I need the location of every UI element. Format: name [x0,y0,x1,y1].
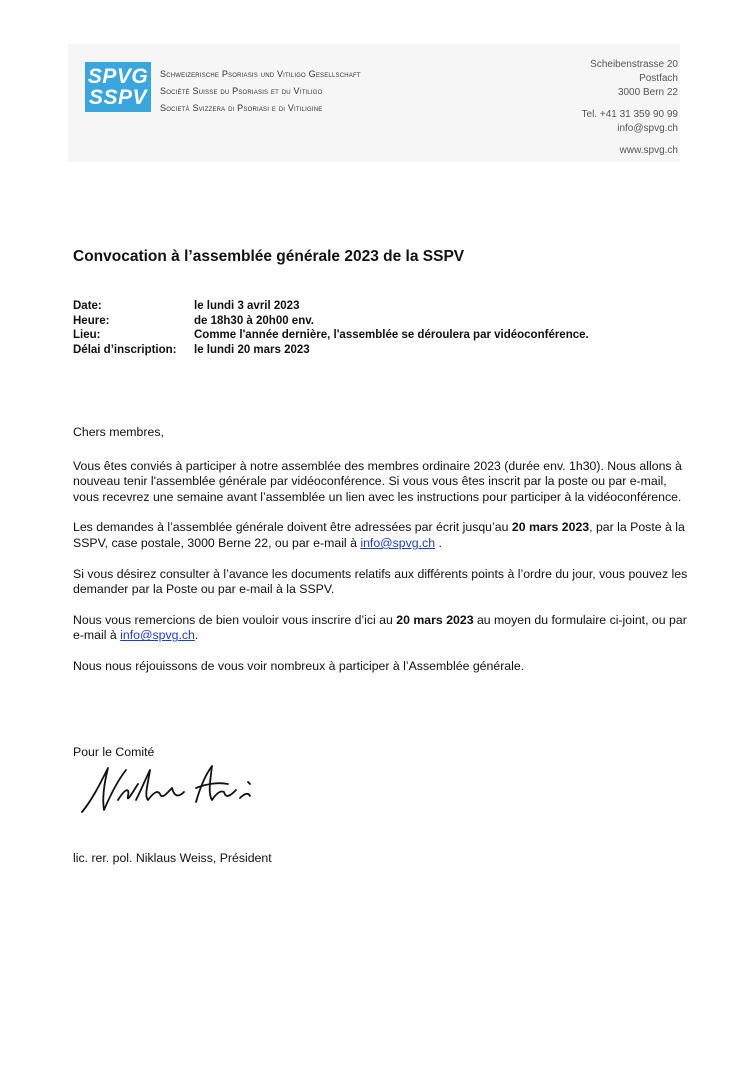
fact-row-time [73,314,589,329]
fact-row-place [73,328,589,343]
deadline-bold: 20 mars 2023 [396,612,474,627]
logo-line-1: SPVG [87,65,149,88]
fact-label: Lieu: [73,329,101,341]
address-phone: Tel. +41 31 359 90 99 [581,109,678,120]
letter-title: Convocation à l’assemblée générale 2023 de la SSPV [73,248,465,265]
text: au moyen du formulaire ci-joint, ou par e-mail à [73,612,687,643]
fact-value: Comme l'année dernière, l'assemblée se déroulera par vidéoconférence. [194,329,589,341]
meeting-facts [73,299,589,357]
sender-address [582,58,678,158]
society-name-it: Società Svizzera di Psoriasi e di Vitiligine [160,103,323,113]
logo-line-2: SSPV [88,86,148,109]
spvg-logo [85,62,151,112]
society-names [160,66,361,117]
text: Nous vous remercions de bien vouloir vous inscrire d’ici au [73,612,397,627]
text: , par la Poste à la SSPV, case postale, 3000 Berne 22, ou par e-mail à [73,520,685,550]
text: . [194,628,199,643]
closing-line: Pour le Comité [73,745,155,759]
fact-value: le lundi 3 avril 2023 [194,300,300,312]
address-street: Scheibenstrasse 20 [590,59,678,70]
fact-row-date [73,299,589,314]
email-link[interactable]: info@spvg.ch [120,628,195,643]
paragraph-1: Vous êtes conviés à participer à notre assemblée des membres ordinaire 2023 (durée env. 1h30). Nous allons à nouveau tenir l'assemblée générale par vidéoconférence. Si vous vous êtes inscrit par la poste ou par e-mail, vous recevrez une semaine avant l’assemblée un lien avec les instructions pour participer à la vidéoconférence. [73,458,682,504]
address-web: www.spvg.ch [619,145,678,156]
address-email: info@spvg.ch [617,123,678,134]
fact-value: de 18h30 à 20h00 env. [194,314,314,327]
society-name-fr: Société Suisse du Psoriasis et du Vitiligo [160,86,323,96]
deadline-bold: 20 mars 2023 [511,520,590,535]
fact-label: Date: [73,300,102,312]
society-name-de: Schweizerische Psoriasis und Vitiligo Gesellschaft [160,69,361,79]
fact-row-deadline [73,343,589,358]
text: Les demandes à l’assemblée générale doivent être adressées par écrit jusqu’au [73,520,512,535]
fact-label: Heure: [73,314,110,327]
address-city: 3000 Bern 22 [617,87,678,98]
email-link[interactable]: info@spvg.ch [360,535,436,550]
letter-body [73,425,693,690]
fact-value: le lundi 20 mars 2023 [194,343,310,356]
paragraph-4 [73,613,693,644]
salutation: Chers membres, [73,425,164,439]
fact-label: Délai d’inscription: [73,343,177,356]
signer-name: lic. rer. pol. Niklaus Weiss, Président [73,851,272,865]
paragraph-2 [73,520,693,551]
paragraph-5: Nous nous réjouissons de vous voir nombreux à participer à l’Assemblée générale. [73,658,525,673]
handwritten-signature [78,760,268,820]
paragraph-3: Si vous désirez consulter à l’avance les documents relatifs aux différents points à l’ordre du jour, vous pouvez les demander par la Poste ou par e-mail à la SSPV. [73,566,688,597]
address-box: Postfach [639,73,678,84]
text: . [435,535,442,550]
